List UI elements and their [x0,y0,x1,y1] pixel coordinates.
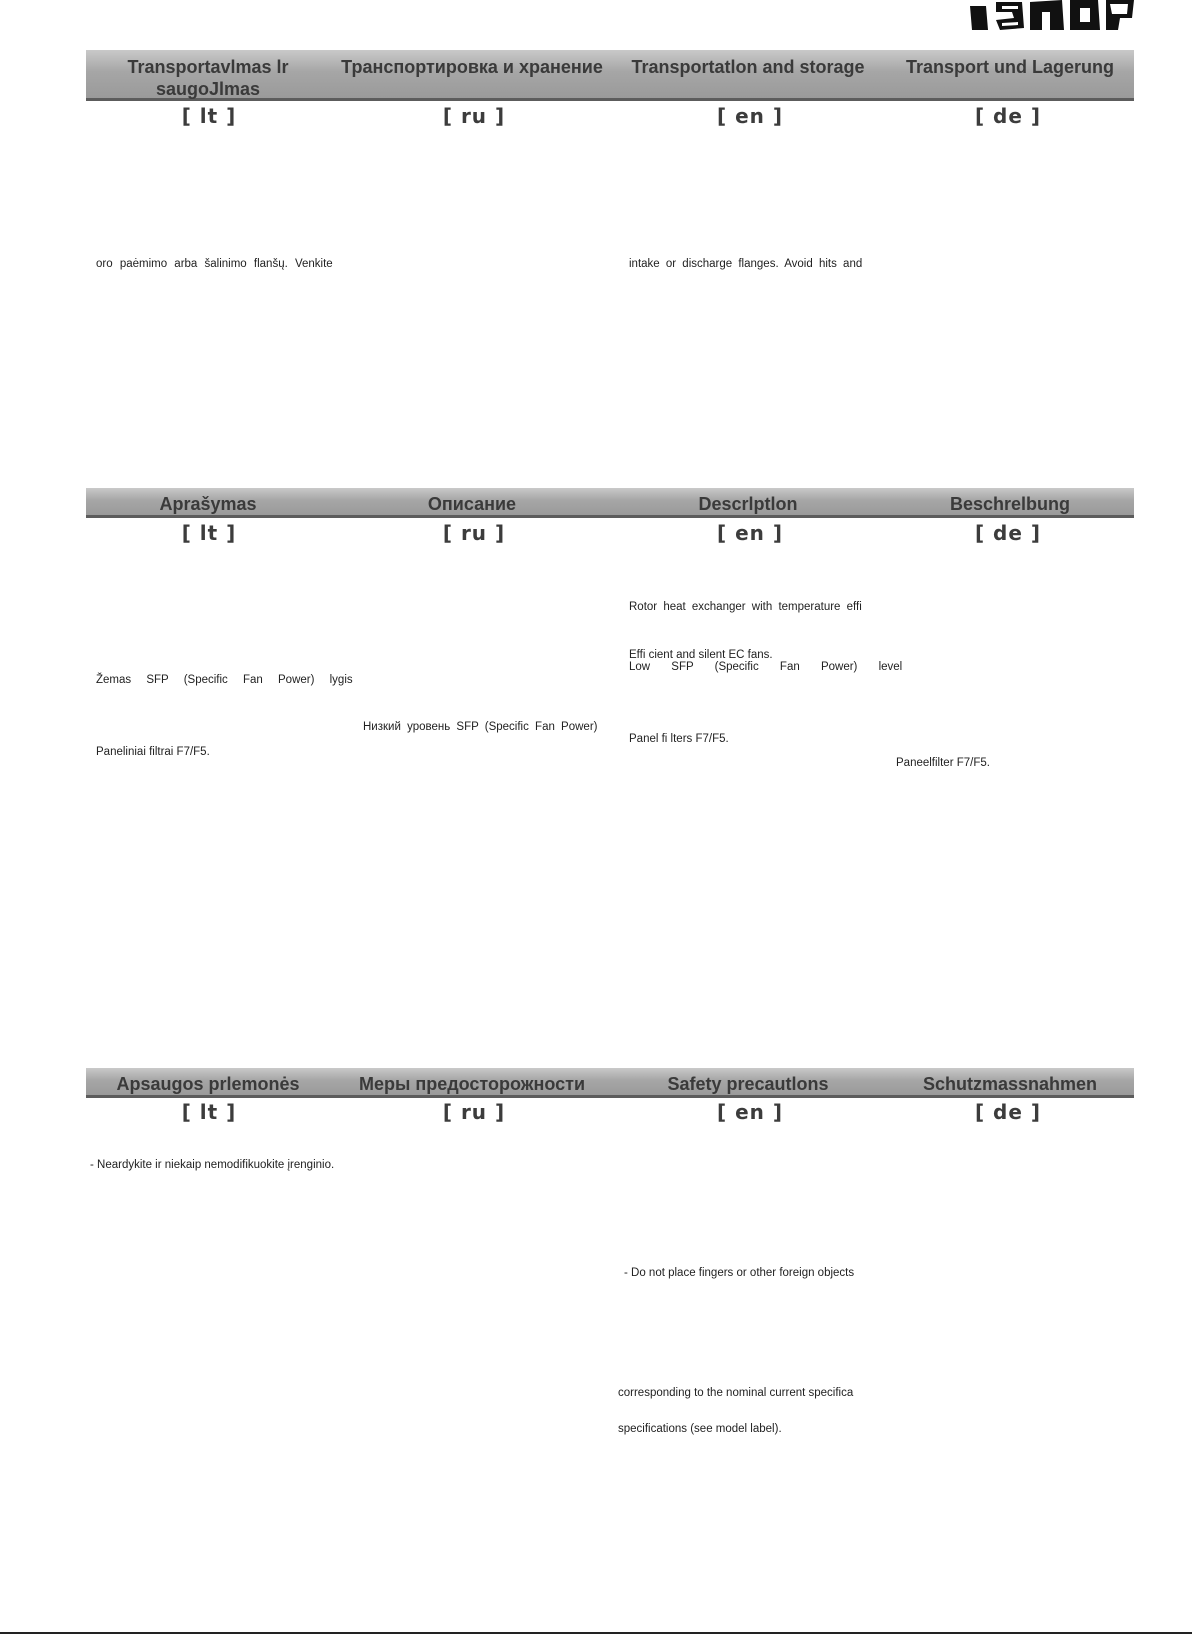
language-tag-de: [ de ] [974,104,1042,128]
body-text-en: Effi cient and silent EC fans. [629,649,773,661]
language-tag-ru: [ ru ] [442,521,506,545]
body-text-en: intake or discharge flanges. Avoid hits and [629,258,863,270]
column-header-lt: Aprašymas [159,494,257,514]
language-tag-en: [ en ] [716,521,783,545]
column-header-en: Safety precautlons [667,1074,829,1094]
body-text-en: corresponding to the nominal current specifica [618,1387,854,1399]
body-text-en: Rotor heat exchanger with temperature effi [629,601,862,613]
language-tag-en: [ en ] [716,1100,783,1124]
column-header-en: Descrlptlon [698,494,798,514]
column-header-de: Schutzmassnahmen [922,1074,1098,1094]
header-line: Transportavlmas lr [127,57,289,77]
section-header-bar [86,488,1134,518]
section-header-bar [86,1068,1134,1098]
column-header-de: Transport und Lagerung [905,57,1114,77]
column-header-ru: Транспортировка и хранение [341,57,603,77]
body-text-en: - Do not place fingers or other foreign objects [624,1267,855,1279]
language-tag-lt: [ lt ] [181,521,237,545]
language-tag-lt: [ lt ] [181,104,237,128]
section-header-bar [86,50,1134,101]
body-text-ru: Низкий уровень SFP (Specific Fan Power) [363,721,598,733]
column-header-lt [86,56,330,100]
body-text-lt: oro paėmimo arba šalinimo flanšų. Venkite [96,258,333,270]
language-tag-lt: [ lt ] [181,1100,237,1124]
language-tag-en: [ en ] [716,104,783,128]
body-text-en: Low SFP (Specific Fan Power) level [629,661,903,673]
body-text-lt: - Neardykite ir niekaip nemodifikuokite įrenginio. [90,1159,335,1171]
language-tag-ru: [ ru ] [442,1100,506,1124]
header-line: saugoJlmas [155,79,261,99]
body-text-lt: Žemas SFP (Specific Fan Power) lygis [96,674,353,686]
body-text-de: Paneelfilter F7/F5. [896,757,990,769]
column-header-ru: Меры предосторожности [358,1074,586,1094]
body-text-en: Panel fi lters F7/F5. [629,733,729,745]
column-header-en: Transportatlon and storage [631,57,865,77]
body-text-en: specifications (see model label). [618,1423,782,1435]
column-header-lt: Apsaugos prlemonės [116,1074,300,1094]
language-tag-ru: [ ru ] [442,104,506,128]
body-text-lt: Paneliniai filtrai F7/F5. [96,746,210,758]
language-tag-de: [ de ] [974,1100,1042,1124]
column-header-ru: Описание [427,494,517,514]
brand-logo [966,0,1136,34]
column-header-de: Beschrelbung [949,494,1071,514]
language-tag-de: [ de ] [974,521,1042,545]
